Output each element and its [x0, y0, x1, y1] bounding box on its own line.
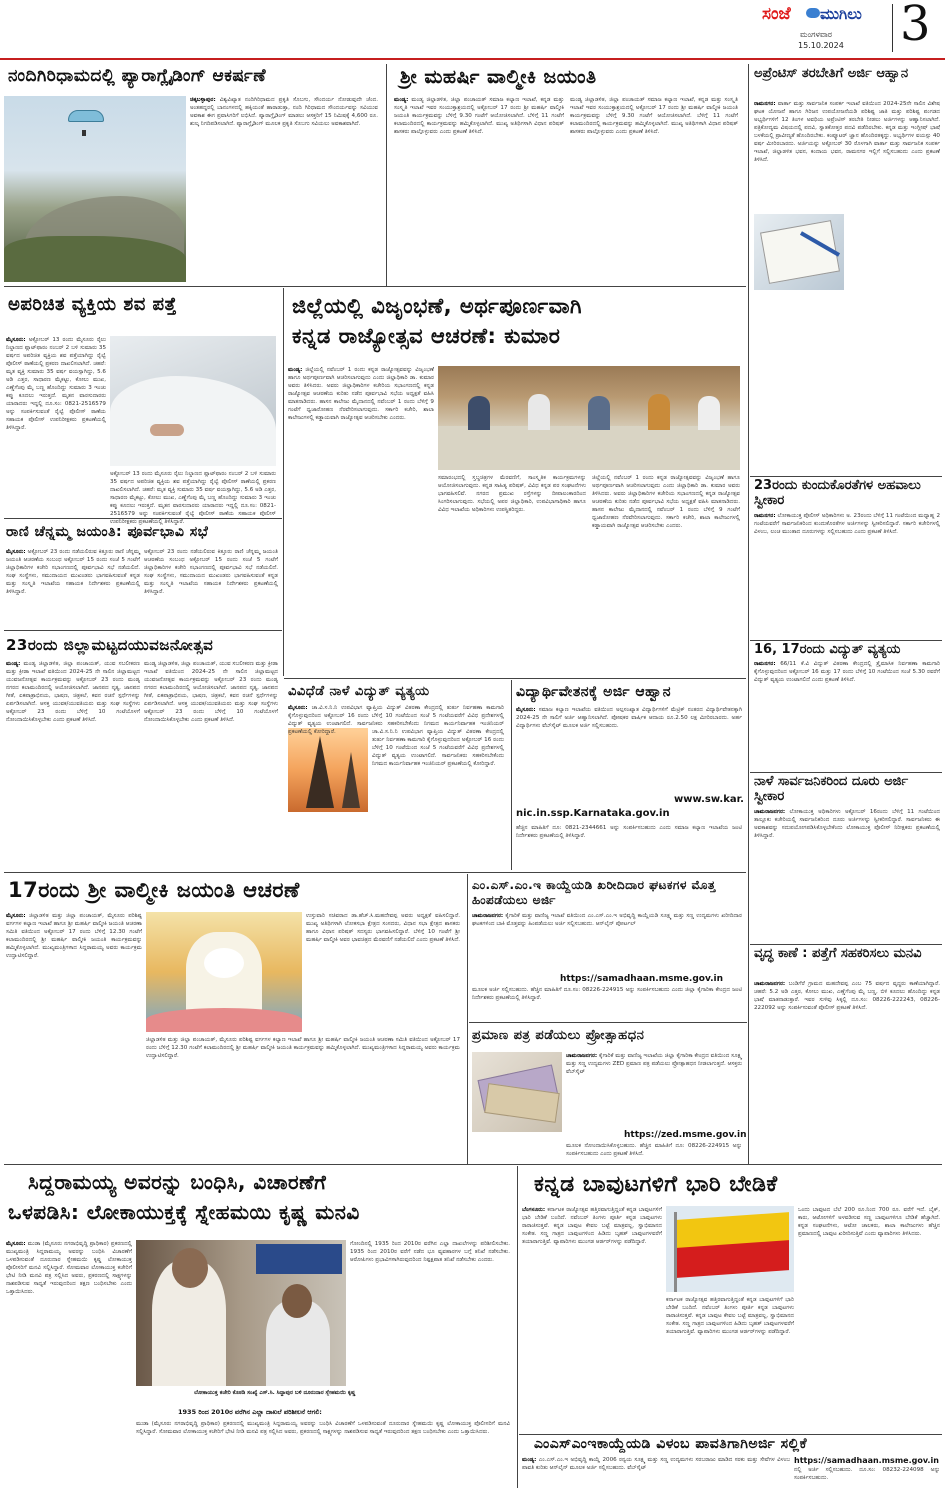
story-place: ಮಂಡ್ಯ:	[522, 1457, 537, 1463]
story-title-line1: ಸಿದ್ದರಾಮಯ್ಯ ಅವರನ್ನು ಬಂಧಿಸಿ, ವಿಚಾರಣೆಗೆ	[28, 1170, 327, 1194]
story-public-complaint	[752, 774, 942, 942]
story-title: 23ರಂದು ಜಿಲ್ಲಾಮಟ್ಟದಯುವಜನೋತ್ಸವ	[6, 636, 214, 654]
person-right-head-shape	[282, 1284, 312, 1318]
kannada-flag-photo	[666, 1206, 794, 1292]
certificate-web: https://zed.msme.gov.in	[624, 1130, 747, 1140]
meeting-photo	[438, 366, 740, 470]
story-body-col2: ಚಾ.ವಿ.ಸ.ನಿ.ನಿ ಉಪವಿಭಾಗ ವ್ಯಾಪ್ತಿಯ ವಿದ್ಯುತ್ ವಿತರಣಾ ಕೇಂದ್ರದಲ್ಲಿ ತುರ್ತು ನಿರ್ವಹಣಾ ಕಾಮಗಾರಿ ಕೈಗೊಳ್ಳುವುದರಿಂದ ಅಕ್ಟೋಬರ್ 16 ರಂದು ಬೆಳಿಗ್ಗೆ 10 ಗಂಟೆಯಿಂದ ಸಂಜೆ 5 ಗಂಟೆಯವರೆಗೆ ವಿವಿಧ ಪ್ರದೇಶಗಳಲ್ಲಿ ವಿದ್ಯುತ್ ವ್ಯತ್ಯಯ ಉಂಟಾಗಲಿದೆ. ಸಾರ್ವಜನಿಕರು ಸಹಕರಿಸಬೇಕೆಂದು ನಿಗಮದ ಕಾರ್ಯನಿರ್ವಾಹಕ ಇಂಜಿನಿಯರ್ ಪ್ರಕಟಣೆಯಲ್ಲಿ ಕೋರಿದ್ದಾರೆ.	[372, 729, 504, 767]
story-text: ಲೋಕಾಯುಕ್ತ ಅಧಿಕಾರಿಗಳು ಅಕ್ಟೋಬರ್ 16ರಂದು ಬೆಳಿಗ್ಗೆ 11 ಗಂಟೆಯಿಂದ ತಾಲ್ಲೂಕು ಕಚೇರಿಯಲ್ಲಿ ಸಾರ್ವಜನಿಕರಿಂದ ದೂರು ಅರ್ಜಿಗಳನ್ನು ಸ್ವೀಕರಿಸಲಿದ್ದಾರೆ. ಸಾರ್ವಜನಿಕರು ಈ ಅವಕಾಶವನ್ನು ಸದುಪಯೋಗಪಡಿಸಿಕೊಳ್ಳಬೇಕೆಂದು ಲೋಕಾಯುಕ್ತ ಪೊಲೀಸ್ ನಿರೀಕ್ಷಕರು ಪ್ರಕಟಣೆಯಲ್ಲಿ ತಿಳಿಸಿದ್ದಾರೆ.	[754, 809, 941, 839]
scholarship-web-2: nic.in.ssp.Karnataka.gov.in	[516, 808, 670, 819]
column-rule	[748, 64, 749, 1164]
row-rule	[4, 518, 282, 519]
sheet-shape	[110, 376, 276, 466]
story-place: ಮೈಸೂರು:	[6, 549, 26, 555]
story-title-line1: ಜಿಲ್ಲೆಯಲ್ಲಿ ವಿಜೃಂಭಣೆ, ಅರ್ಥಪೂರ್ಣವಾಗಿ	[292, 294, 582, 318]
row-rule	[4, 872, 746, 873]
story-body-2: ಹೆಚ್ಚಿನ ಮಾಹಿತಿಗೆ ದೂ: 0821-2344661 ಅನ್ನು ಸಂಪರ್ಕಿಸಬಹುದು ಎಂದು ಸಮಾಜ ಕಲ್ಯಾಣ ಇಲಾಖೆಯ ಜಂಟಿ ನಿರ್ದೇಶಕರು ಪ್ರಕಟಣೆಯಲ್ಲಿ ತಿಳಿಸಿದ್ದಾರೆ.	[516, 825, 742, 839]
story-body-col2: ಮಂಡ್ಯ ಜಿಲ್ಲಾಡಳಿತ, ಜಿಲ್ಲಾ ಪಂಚಾಯತ್ ಸಮಾಜ ಕಲ್ಯಾಣ ಇಲಾಖೆ, ಕನ್ನಡ ಮತ್ತು ಸಂಸ್ಕೃತಿ ಇಲಾಖೆ ಇವರ ಸಂಯುಕ್ತಾಶ್ರಯದಲ್ಲಿ ಅಕ್ಟೋಬರ್ 17 ರಂದು ಶ್ರೀ ಮಹರ್ಷಿ ವಾಲ್ಮೀಕಿ ಜಯಂತಿ ಕಾರ್ಯಕ್ರಮವನ್ನು ಬೆಳಿಗ್ಗೆ 9.30 ಗಂಟೆಗೆ ಆಯೋಜಿಸಲಾಗಿದೆ. ಬೆಳಿಗ್ಗೆ 11 ಗಂಟೆಗೆ ಕಲಾಮಂದಿರದಲ್ಲಿ ಕಾರ್ಯಕ್ರಮವನ್ನು ಹಮ್ಮಿಕೊಳ್ಳಲಾಗಿದೆ. ಮುಖ್ಯ ಅತಿಥಿಗಳಾಗಿ ವಿಧಾನ ಪರಿಷತ್ ಶಾಸಕರು ಪಾಲ್ಗೊಳ್ಳುವರು ಎಂದು ಪ್ರಕಟಣೆ ತಿಳಿಸಿದೆ.	[570, 97, 738, 135]
story-place: ಚಾಮರಾಜನಗರ:	[472, 913, 504, 919]
row-rule	[4, 630, 282, 631]
story-chennamma	[4, 522, 280, 628]
story-text: ಅಕ್ಟೋಬರ್ 23 ರಂದು ನಡೆಯಲಿರುವ ಕಿತ್ತೂರು ರಾಣಿ ಚೆನ್ನಮ್ಮ ಜಯಂತಿ ಆಚರಣೆಯ ಸಂಬಂಧ ಅಕ್ಟೋಬರ್ 15 ರಂದು ಸಂಜೆ 5 ಗಂಟೆಗೆ ಜಿಲ್ಲಾಧಿಕಾರಿಗಳ ಕಚೇರಿ ಸಭಾಂಗಣದಲ್ಲಿ ಪೂರ್ವಭಾವಿ ಸಭೆ ನಡೆಯಲಿದೆ. ಸಂಘ ಸಂಸ್ಥೆಗಳು, ಸಮುದಾಯದ ಮುಖಂಡರು ಭಾಗವಹಿಸುವಂತೆ ಕನ್ನಡ ಮತ್ತು ಸಂಸ್ಕೃತಿ ಇಲಾಖೆಯ ಸಹಾಯಕ ನಿರ್ದೇಶಕರು ಪ್ರಕಟಣೆಯಲ್ಲಿ ತಿಳಿಸಿದ್ದಾರೆ.	[6, 549, 140, 595]
power-line-photo	[288, 728, 368, 812]
story-text: ಮಂಡ್ಯ ಜಿಲ್ಲಾಡಳಿತ, ಜಿಲ್ಲಾ ಪಂಚಾಯತ್, ಯುವ ಸಬಲೀಕರಣ ಮತ್ತು ಕ್ರೀಡಾ ಇಲಾಖೆ ವತಿಯಿಂದ 2024-25 ನೇ ಸಾಲಿನ ಜಿಲ್ಲಾಮಟ್ಟದ ಯುವಜನೋತ್ಸವ ಕಾರ್ಯಕ್ರಮವನ್ನು ಅಕ್ಟೋಬರ್ 23 ರಂದು ಮಂಡ್ಯ ನಗರದ ಕಲಾಮಂದಿರದಲ್ಲಿ ಆಯೋಜಿಸಲಾಗಿದೆ. ಜಾನಪದ ನೃತ್ಯ, ಜಾನಪದ ಗೀತೆ, ಏಕಪಾತ್ರಾಭಿನಯ, ಭಾಷಣ, ಚಿತ್ರಕಲೆ, ಕವನ ರಚನೆ ಸ್ಪರ್ಧೆಗಳನ್ನು ಏರ್ಪಡಿಸಲಾಗಿದೆ. ಆಸಕ್ತ ಯುವಕ/ಯುವತಿಯರು ಮತ್ತು ಸಂಘ ಸಂಸ್ಥೆಗಳು ಅಕ್ಟೋಬರ್ 23 ರಂದು ಬೆಳಿಗ್ಗೆ 10 ಗಂಟೆಯೊಳಗೆ ನೋಂದಾಯಿಸಿಕೊಳ್ಳಬೇಕು ಎಂದು ಪ್ರಕಟಣೆ ತಿಳಿಸಿದೆ.	[6, 661, 140, 723]
story-body	[6, 548, 140, 624]
story-text: ಜಿಲ್ಲೆಯಲ್ಲಿ ನವೆಂಬರ್ 1 ರಂದು ಕನ್ನಡ ರಾಜ್ಯೋತ್ಸವವನ್ನು ವಿಜೃಂಭಣೆ ಹಾಗೂ ಅರ್ಥಪೂರ್ಣವಾಗಿ ಆಚರಿಸಲಾಗುವುದು ಎಂದು ಜಿಲ್ಲಾಧಿಕಾರಿ ಡಾ. ಕುಮಾರ ಅವರು ತಿಳಿಸಿದರು. ಅವರು ಜಿಲ್ಲಾಧಿಕಾರಿಗಳ ಕಚೇರಿಯ ಸಭಾಂಗಣದಲ್ಲಿ ಕನ್ನಡ ರಾಜ್ಯೋತ್ಸವ ಆಚರಣೆಯ ಕುರಿತು ನಡೆದ ಪೂರ್ವಭಾವಿ ಸಭೆಯ ಅಧ್ಯಕ್ಷತೆ ವಹಿಸಿ ಮಾತನಾಡಿದರು. ಹಾಸನ ಕಾಲೇಜು ಮೈದಾನದಲ್ಲಿ ನವೆಂಬರ್ 1 ರಂದು ಬೆಳಿಗ್ಗೆ 9 ಗಂಟೆಗೆ ಧ್ವಜಾರೋಹಣ ನೆರವೇರಿಸಲಾಗುವುದು. ಸರ್ಕಾರಿ ಕಚೇರಿ, ಶಾಲಾ ಕಾಲೇಜುಗಳಲ್ಲಿ ಕಡ್ಡಾಯವಾಗಿ ರಾಜ್ಯೋತ್ಸವ ಆಚರಿಸಬೇಕು ಎಂದರು.	[288, 367, 434, 421]
story-place: ಮೈಸೂರು:	[6, 337, 26, 343]
column-rule	[386, 64, 387, 286]
msme-web: https://samadhaan.msme.gov.in	[560, 974, 723, 984]
story-apprentice	[752, 64, 942, 474]
story-body	[394, 96, 564, 282]
story-title: ನಂದಿಗಿರಿಧಾಮದಲ್ಲಿ ಪ್ಯಾರಾಗ್ಲೈಡಿಂಗ್ ಆಕರ್ಷಣೆ	[8, 66, 267, 86]
person-shape-3	[588, 396, 610, 430]
masthead	[0, 0, 945, 62]
story-title: ಶ್ರೀ ಮಹರ್ಷಿ ವಾಲ್ಮೀಕಿ ಜಯಂತಿ	[400, 66, 597, 88]
story-body	[6, 336, 106, 512]
story-unknown-body	[4, 290, 280, 525]
story-title: ಕನ್ನಡ ಬಾವುಟಗಳಿಗೆ ಭಾರಿ ಬೇಡಿಕೆ	[534, 1172, 778, 1197]
page-number: 3	[900, 0, 931, 52]
person-shape-5	[698, 396, 720, 430]
story-title: 17ರಂದು ಶ್ರೀ ವಾಲ್ಮೀಕಿ ಜಯಂತಿ ಆಚರಣೆ	[8, 878, 300, 902]
person-left-head-shape	[172, 1248, 208, 1288]
column-rule	[511, 680, 512, 870]
row-rule	[4, 286, 746, 287]
row-rule	[750, 944, 942, 945]
story-paragliding	[4, 64, 382, 284]
story-place: ಮೈಸೂರು:	[288, 705, 308, 711]
story-body-col3: ಕರ್ನಾಟಕ ರಾಜ್ಯೋತ್ಸವ ಹತ್ತಿರವಾಗುತ್ತಿದ್ದಂತೆ ಕನ್ನಡ ಬಾವುಟಗಳಿಗೆ ಭಾರಿ ಬೇಡಿಕೆ ಬಂದಿದೆ. ನವೆಂಬರ್ ತಿಂಗಳು ಪೂರ್ತಿ ಕನ್ನಡ ಬಾವುಟಗಳು ರಾರಾಜಿಸುತ್ತವೆ. ಕನ್ನಡ ಬಾವುಟ ಕೇವಲ ಬಟ್ಟೆ ಮಾತ್ರವಲ್ಲ, ಸ್ವಾಭಿಮಾನದ ಸಂಕೇತ. ಸಣ್ಣ ಗಾತ್ರದ ಬಾವುಟಗಳಿಂದ ಹಿಡಿದು ಬೃಹತ್ ಬಾವುಟಗಳವರೆಗೆ ತಯಾರಾಗುತ್ತಿವೆ. ವ್ಯಾಪಾರಿಗಳು ಮುಂಗಡ ಆರ್ಡರ್‌ಗಳನ್ನು ಪಡೆದಿದ್ದಾರೆ.	[666, 1297, 794, 1335]
story-body-2: ಮೂಲಕ ಅರ್ಜಿ ಸಲ್ಲಿಸಬಹುದು. ಹೆಚ್ಚಿನ ಮಾಹಿತಿಗೆ ದೂ.ಸಂ: 08226-224915 ಅನ್ನು ಸಂಪರ್ಕಿಸಬಹುದು ಎಂದು ಜಿಲ್ಲಾ ಕೈಗಾರಿಕಾ ಕೇಂದ್ರದ ಜಂಟಿ ನಿರ್ದೇಶಕರು ಪ್ರಕಟಣೆಯಲ್ಲಿ ತಿಳಿಸಿದ್ದಾರೆ.	[472, 987, 742, 1001]
story-text: ಎಂ.ಎಸ್.ಎಂ.ಇ ಅಭಿವೃದ್ಧಿ ಕಾಯ್ದೆ 2006 ರನ್ವಯ ಸೂಕ್ಷ್ಮ ಮತ್ತು ಸಣ್ಣ ಉದ್ಯಮಗಳು ಸರಬರಾಜು ಮಾಡಿದ ಸರಕು ಮತ್ತು ಸೇವೆಗಳ ವಿಳಂಬ ಪಾವತಿ ಕುರಿತು ಆನ್‌ಲೈನ್ ಮೂಲಕ ಅರ್ಜಿ ಸಲ್ಲಿಸಬಹುದು. ವೆಬ್‌ಸೈಟ್	[522, 1457, 791, 1471]
column-rule	[283, 288, 284, 676]
row-rule	[750, 476, 942, 477]
person-shape-1	[468, 396, 490, 430]
story-place: ಮಂಡ್ಯ:	[394, 97, 409, 103]
story-place: ಚಿಕ್ಕಬಳ್ಳಾಪುರ:	[190, 97, 216, 103]
sage-beard-shape	[204, 948, 244, 978]
story-body-col2: ಒಂದು ಬಾವುಟದ ಬೆಲೆ 200 ರೂ.ನಿಂದ 700 ರೂ. ವರೆಗೆ ಇದೆ. ಬೈಕ್, ಕಾರು, ಆಟೋಗಳಿಗೆ ಅಳವಡಿಸುವ ಸಣ್ಣ ಬಾವುಟಗಳಿಗೂ ಬೇಡಿಕೆ ಹೆಚ್ಚಾಗಿದೆ. ಕನ್ನಡ ಸಂಘಟನೆಗಳು, ಆಟೋ ಚಾಲಕರು, ಶಾಲಾ ಕಾಲೇಜುಗಳು ಹೆಚ್ಚಿನ ಪ್ರಮಾಣದಲ್ಲಿ ಬಾವುಟ ಖರೀದಿಸುತ್ತಿವೆ ಎಂದು ವ್ಯಾಪಾರಿಗಳು ತಿಳಿಸಿದರು.	[798, 1207, 940, 1237]
story-title: ಅಪ್ರೆಂಟಿಸ್ ತರಬೇತಿಗೆ ಅರ್ಜಿ ಆಹ್ವಾನ	[754, 66, 909, 81]
story-body	[754, 808, 940, 938]
story-yuvajanotsava	[4, 634, 280, 868]
pylon-icon	[306, 736, 334, 808]
story-text: 66/11 ಕೆ.ವಿ ವಿದ್ಯುತ್ ವಿತರಣಾ ಕೇಂದ್ರದಲ್ಲಿ ತ್ರೈಮಾಸಿಕ ನಿರ್ವಹಣಾ ಕಾಮಗಾರಿ ಕೈಗೊಳ್ಳುವುದರಿಂದ ಅಕ್ಟೋಬರ್ 16 ಮತ್ತು 17 ರಂದು ಬೆಳಿಗ್ಗೆ 10 ಗಂಟೆಯಿಂದ ಸಂಜೆ 5.30 ರವರೆಗೆ ವಿದ್ಯುತ್ ವ್ಯತ್ಯಯ ಉಂಟಾಗಲಿದೆ ಎಂದು ಪ್ರಕಟಣೆ ತಿಳಿಸಿದೆ.	[754, 661, 941, 683]
story-flags	[520, 1168, 942, 1432]
story-title: ರಾಣಿ ಚೆನ್ನಮ್ಮ ಜಯಂತಿ: ಪೂರ್ವಭಾವಿ ಸಭೆ	[6, 524, 209, 540]
row-rule	[750, 772, 942, 773]
story-certificate	[470, 1026, 747, 1162]
story-place: ಮಂಡ್ಯ:	[6, 661, 21, 667]
story-rajyotsava	[286, 290, 744, 676]
story-vidyuth-1617	[752, 642, 942, 770]
story-title: 16, 17ರಂದು ವಿದ್ಯುತ್ ವ್ಯತ್ಯಯ	[754, 642, 901, 657]
story-text: ವಾರ್ತಾ ಮತ್ತು ಸಾರ್ವಜನಿಕ ಸಂಪರ್ಕ ಇಲಾಖೆ ವತಿಯಿಂದ 2024-25ನೇ ಸಾಲಿನ ವಿಶೇಷ ಘಟಕ ಯೋಜನೆ ಹಾಗೂ ಗಿರಿಜನ ಉಪಯೋಜನೆಯಡಿ ಪರಿಶಿಷ್ಟ ಜಾತಿ ಮತ್ತು ಪರಿಶಿಷ್ಟ ಪಂಗಡದ ಅಭ್ಯರ್ಥಿಗಳಿಗೆ 12 ತಿಂಗಳ ಅವಧಿಯ ಅಪ್ರೆಂಟಿಸ್ ತರಬೇತಿ ನೀಡಲು ಅರ್ಜಿಗಳನ್ನು ಆಹ್ವಾನಿಸಲಾಗಿದೆ. ಪತ್ರಿಕೋದ್ಯಮ ವಿಷಯದಲ್ಲಿ ಪದವಿ, ಸ್ನಾತಕೋತ್ತರ ಪದವಿ ಪಡೆದಿರಬೇಕು. ಕನ್ನಡ ಮತ್ತು ಇಂಗ್ಲೀಷ್ ಭಾಷೆ ಬಳಕೆಯಲ್ಲಿ ಪ್ರಾವೀಣ್ಯತೆ ಹೊಂದಿರಬೇಕು. ಕಂಪ್ಯೂಟರ್ ಜ್ಞಾನ ಹೊಂದಿರತಕ್ಕದ್ದು. ಅಭ್ಯರ್ಥಿಗಳ ವಯಸ್ಸು 40 ವರ್ಷ ಮೀರಿರಬಾರದು. ಅರ್ಜಿಯನ್ನು ಅಕ್ಟೋಬರ್ 30 ರೊಳಗಾಗಿ ವಾರ್ತಾ ಮತ್ತು ಸಾರ್ವಜನಿಕ ಸಂಪರ್ಕ ಇಲಾಖೆ, ಜಿಲ್ಲಾಡಳಿತ ಭವನ, ಕಂದಾಯ ಭವನ, ರಾಮನಗರ ಇಲ್ಲಿಗೆ ಸಲ್ಲಿಸಬಹುದು ಎಂದು ಪ್ರಕಟಣೆ ತಿಳಿಸಿದೆ.	[754, 101, 940, 163]
pylon-icon-2	[342, 752, 360, 808]
story-title: ವಿದ್ಯಾರ್ಥಿವೇತನಕ್ಕೆ ಅರ್ಜಿ ಆಹ್ವಾನ	[516, 684, 672, 700]
paraglider-pilot-icon	[82, 130, 86, 136]
story-valmiki-17	[4, 876, 464, 1162]
story-report-23	[752, 478, 942, 638]
hand-shape	[150, 424, 184, 436]
msme-delay-web: https://samadhaan.msme.gov.in	[794, 1456, 939, 1465]
money-photo	[472, 1052, 562, 1132]
story-text: ಮಂಡ್ಯ ಜಿಲ್ಲಾಡಳಿತ, ಜಿಲ್ಲಾ ಪಂಚಾಯತ್ ಸಮಾಜ ಕಲ್ಯಾಣ ಇಲಾಖೆ, ಕನ್ನಡ ಮತ್ತು ಸಂಸ್ಕೃತಿ ಇಲಾಖೆ ಇವರ ಸಂಯುಕ್ತಾಶ್ರಯದಲ್ಲಿ ಅಕ್ಟೋಬರ್ 17 ರಂದು ಶ್ರೀ ಮಹರ್ಷಿ ವಾಲ್ಮೀಕಿ ಜಯಂತಿ ಕಾರ್ಯಕ್ರಮವನ್ನು ಬೆಳಿಗ್ಗೆ 9.30 ಗಂಟೆಗೆ ಆಯೋಜಿಸಲಾಗಿದೆ. ಬೆಳಿಗ್ಗೆ 11 ಗಂಟೆಗೆ ಕಲಾಮಂದಿರದಲ್ಲಿ ಕಾರ್ಯಕ್ರಮವನ್ನು ಹಮ್ಮಿಕೊಳ್ಳಲಾಗಿದೆ. ಮುಖ್ಯ ಅತಿಥಿಗಳಾಗಿ ವಿಧಾನ ಪರಿಷತ್ ಶಾಸಕರು ಪಾಲ್ಗೊಳ್ಳುವರು ಎಂದು ಪ್ರಕಟಣೆ ತಿಳಿಸಿದೆ.	[394, 97, 565, 135]
person-shape-4	[648, 394, 670, 430]
story-place: ರಾಮನಗರ:	[754, 661, 776, 667]
story-body	[288, 366, 434, 672]
story-body	[754, 660, 940, 766]
story-text: ವಿಶ್ವವಿಖ್ಯಾತ ನಂದಿಗಿರಿಧಾಮದ ಪ್ರಕೃತಿ ಸೊಬಗು, ಸೌಂದರ್ಯ ನೋಡುವುದೇ ಚೆಂದ. ಅಂತಹದ್ದರಲ್ಲಿ ಬಾನಂಗಳದಲ್ಲಿ ಹಕ್ಕಿಯಂತೆ ಹಾರಾಡುತ್ತಾ, ನಂದಿ ಗಿರಿಧಾಮದ ಸೌಂದರ್ಯವನ್ನು ಸವಿಯುವ ಅವಕಾಶ ಈಗ ಪ್ರವಾಸಿಗರಿಗೆ ಲಭಿಸಿದೆ. ಪ್ಯಾರಾಗ್ಲೈಡಿಂಗ್ ಮಾಡಲು ಆಸಕ್ತರಿಗೆ 15 ನಿಮಿಷಕ್ಕೆ 4,600 ರೂ. ಶುಲ್ಕ ನಿಗದಿಪಡಿಸಲಾಗಿದೆ. ಪ್ಯಾರಾಗ್ಲೈಡಿಂಗ್ ಮೂಲಕ ಪ್ರಕೃತಿ ಸೊಬಗು ಸವಿಯಲು ಅವಕಾಶವಾಗಿದೆ.	[190, 97, 378, 127]
story-body-2: ನಲ್ಲಿ ಅರ್ಜಿ ಸಲ್ಲಿಸಬಹುದು. ದೂ.ಸಂ: 08232-224098 ಅನ್ನು ಸಂಪರ್ಕಿಸಬಹುದು.	[794, 1467, 940, 1481]
story-text: ಮುಡಾ (ಮೈಸೂರು ನಗರಾಭಿವೃದ್ಧಿ ಪ್ರಾಧಿಕಾರ) ಪ್ರಕರಣದಲ್ಲಿ ಮುಖ್ಯಮಂತ್ರಿ ಸಿದ್ದರಾಮಯ್ಯ ಅವರನ್ನು ಬಂಧಿಸಿ ವಿಚಾರಣೆಗೆ ಒಳಪಡಿಸುವಂತೆ ದೂರುದಾರ ಸ್ನೇಹಮಯಿ ಕೃಷ್ಣ ಲೋಕಾಯುಕ್ತ ಪೊಲೀಸರಿಗೆ ಮನವಿ ಸಲ್ಲಿಸಿದ್ದಾರೆ. ಸೋಮವಾರ ಲೋಕಾಯುಕ್ತ ಕಚೇರಿಗೆ ಭೇಟಿ ನೀಡಿ ಮನವಿ ಪತ್ರ ಸಲ್ಲಿಸಿದ ಅವರು, ಪ್ರಕರಣದಲ್ಲಿ ಸಾಕ್ಷ್ಯಗಳನ್ನು ನಾಶಪಡಿಸುವ ಸಾಧ್ಯತೆ ಇರುವುದರಿಂದ ತಕ್ಷಣ ಬಂಧಿಸಬೇಕು ಎಂದು ಒತ್ತಾಯಿಸಿದರು.	[6, 1241, 132, 1295]
masthead-logo	[762, 4, 887, 28]
trees-shape	[4, 236, 186, 282]
story-body	[6, 912, 142, 1158]
story-text: ಕರ್ನಾಟಕ ರಾಜ್ಯೋತ್ಸವ ಹತ್ತಿರವಾಗುತ್ತಿದ್ದಂತೆ ಕನ್ನಡ ಬಾವುಟಗಳಿಗೆ ಭಾರಿ ಬೇಡಿಕೆ ಬಂದಿದೆ. ನವೆಂಬರ್ ತಿಂಗಳು ಪೂರ್ತಿ ಕನ್ನಡ ಬಾವುಟಗಳು ರಾರಾಜಿಸುತ್ತವೆ. ಕನ್ನಡ ಬಾವುಟ ಕೇವಲ ಬಟ್ಟೆ ಮಾತ್ರವಲ್ಲ, ಸ್ವಾಭಿಮಾನದ ಸಂಕೇತ. ಸಣ್ಣ ಗಾತ್ರದ ಬಾವುಟಗಳಿಂದ ಹಿಡಿದು ಬೃಹತ್ ಬಾವುಟಗಳವರೆಗೆ ತಯಾರಾಗುತ್ತಿವೆ. ವ್ಯಾಪಾರಿಗಳು ಮುಂಗಡ ಆರ್ಡರ್‌ಗಳನ್ನು ಪಡೆದಿದ್ದಾರೆ.	[522, 1207, 662, 1245]
valmiki-painting	[146, 912, 302, 1032]
masthead-divider	[892, 4, 893, 52]
story-scholarship	[514, 682, 744, 870]
scholarship-web-1: www.sw.kar.	[674, 794, 744, 805]
story-text: ಕೈಗಾರಿಕೆ ಮತ್ತು ವಾಣಿಜ್ಯ ಇಲಾಖೆಯ ಜಿಲ್ಲಾ ಕೈಗಾರಿಕಾ ಕೇಂದ್ರದ ವತಿಯಿಂದ ಸೂಕ್ಷ್ಮ ಮತ್ತು ಸಣ್ಣ ಉದ್ಯಮಗಳು ZED ಪ್ರಮಾಣ ಪತ್ರ ಪಡೆಯಲು ಪ್ರೋತ್ಸಾಹಧನ ನೀಡಲಾಗುತ್ತದೆ. ಆಸಕ್ತರು ವೆಬ್‌ಸೈಟ್	[566, 1053, 743, 1075]
story-body	[472, 912, 742, 972]
column-rule	[467, 874, 468, 1164]
story-body	[6, 660, 140, 864]
lotus-shape	[146, 1008, 302, 1032]
story-title: ನಾಳೆ ಸಾರ್ವಜನಿಕರಿಂದ ದೂರು ಅರ್ಜಿ ಸ್ವೀಕಾರ	[754, 774, 909, 804]
story-subhead: 1935 ರಿಂದ 2010ರ ವರೆಗಿನ ಎಲ್ಲಾ ದಾಖಲೆ ಪರಿಶೀಲನೆ ಆಗಲಿ:	[178, 1408, 322, 1416]
story-place: ಮೈಸೂರು:	[516, 707, 536, 713]
story-body-col3: ಜಿಲ್ಲೆಯಲ್ಲಿ ನವೆಂಬರ್ 1 ರಂದು ಕನ್ನಡ ರಾಜ್ಯೋತ್ಸವವನ್ನು ವಿಜೃಂಭಣೆ ಹಾಗೂ ಅರ್ಥಪೂರ್ಣವಾಗಿ ಆಚರಿಸಲಾಗುವುದು ಎಂದು ಜಿಲ್ಲಾಧಿಕಾರಿ ಡಾ. ಕುಮಾರ ಅವರು ತಿಳಿಸಿದರು. ಅವರು ಜಿಲ್ಲಾಧಿಕಾರಿಗಳ ಕಚೇರಿಯ ಸಭಾಂಗಣದಲ್ಲಿ ಕನ್ನಡ ರಾಜ್ಯೋತ್ಸವ ಆಚರಣೆಯ ಕುರಿತು ನಡೆದ ಪೂರ್ವಭಾವಿ ಸಭೆಯ ಅಧ್ಯಕ್ಷತೆ ವಹಿಸಿ ಮಾತನಾಡಿದರು. ಹಾಸನ ಕಾಲೇಜು ಮೈದಾನದಲ್ಲಿ ನವೆಂಬರ್ 1 ರಂದು ಬೆಳಿಗ್ಗೆ 9 ಗಂಟೆಗೆ ಧ್ವಜಾರೋಹಣ ನೆರವೇರಿಸಲಾಗುವುದು. ಸರ್ಕಾರಿ ಕಚೇರಿ, ಶಾಲಾ ಕಾಲೇಜುಗಳಲ್ಲಿ ಕಡ್ಡಾಯವಾಗಿ ರಾಜ್ಯೋತ್ಸವ ಆಚರಿಸಬೇಕು ಎಂದರು.	[592, 475, 740, 529]
row-rule	[519, 1434, 942, 1435]
sheet-covered-body-photo	[110, 336, 276, 466]
story-text: ಸಮಾಜ ಕಲ್ಯಾಣ ಇಲಾಖೆಯ ವತಿಯಿಂದ ಅಲ್ಪಸಂಖ್ಯಾತ ವಿದ್ಯಾರ್ಥಿಗಳಿಗೆ ಮೆಟ್ರಿಕ್ ನಂತರದ ವಿದ್ಯಾರ್ಥಿವೇತನಕ್ಕಾಗಿ 2024-25 ನೇ ಸಾಲಿಗೆ ಅರ್ಜಿ ಆಹ್ವಾನಿಸಲಾಗಿದೆ. ಪೋಷಕರ ವಾರ್ಷಿಕ ಆದಾಯ ರೂ.2.50 ಲಕ್ಷ ಮೀರಿರಬಾರದು. ಅರ್ಹ ವಿದ್ಯಾರ್ಥಿಗಳು ವೆಬ್‌ಸೈಟ್ ಮೂಲಕ ಅರ್ಜಿ ಸಲ್ಲಿಸಬಹುದು.	[516, 707, 743, 729]
story-place: ಚಾಮರಾಜನಗರ:	[566, 1053, 598, 1059]
story-title: ವಿವಿಧೆಡೆ ನಾಳೆ ವಿದ್ಯುತ್ ವ್ಯತ್ಯಯ	[288, 684, 430, 699]
story-place: ಮಂಡ್ಯ:	[288, 367, 303, 373]
story-valmiki-top	[390, 64, 742, 284]
story-msme-delay	[520, 1436, 942, 1490]
paragliding-photo	[4, 96, 186, 282]
row-rule	[284, 678, 746, 679]
logo-word-mugilu: ಮುಗಿಲು	[820, 5, 862, 23]
story-place: ಬೆಂಗಳೂರು:	[522, 1207, 546, 1213]
story-place: ಚಾಮರಾಜನಗರ:	[754, 981, 786, 987]
story-body-col2: ಗೋಂದಿನಲ್ಲಿ 1935 ರಿಂದ 2010ರ ವರೆಗಿನ ಎಲ್ಲಾ ದಾಖಲೆಗಳನ್ನು ಪರಿಶೀಲಿಸಬೇಕು. 1935 ರಿಂದ 2010ರ ವರೆಗೆ ನಡೆದ ಭೂ ವ್ಯವಹಾರಗಳ ಬಗ್ಗೆ ತನಿಖೆ ನಡೆಸಬೇಕು. ಆರೋಪಿಗಳು ಪ್ರಭಾವಿಗಳಾಗಿರುವುದರಿಂದ ನಿಷ್ಪಕ್ಷಪಾತ ತನಿಖೆ ನಡೆಸಬೇಕು ಎಂದರು.	[350, 1241, 510, 1263]
masthead-rule	[0, 58, 945, 60]
story-title: ಎಂ.ಎಸ್.ಎಂ.ಇ ಕಾಯ್ದೆಯಡಿ ಖರೀದಿದಾರ ಘಟಕಗಳ ಮೊತ್ತ ಹಿಂಪಡೆಯಲು ಅರ್ಜಿ	[472, 878, 716, 907]
story-title: ಎಂಎಸ್‌ಎಂಇಕಾಯ್ದೆಯಡಿ ವಿಳಂಬ ಪಾವತಿಗಾಗಿಅರ್ಜಿ ಸಲ್ಲಿಕೆ	[534, 1436, 808, 1452]
story-body-col3: ಮುಡಾ (ಮೈಸೂರು ನಗರಾಭಿವೃದ್ಧಿ ಪ್ರಾಧಿಕಾರ) ಪ್ರಕರಣದಲ್ಲಿ ಮುಖ್ಯಮಂತ್ರಿ ಸಿದ್ದರಾಮಯ್ಯ ಅವರನ್ನು ಬಂಧಿಸಿ ವಿಚಾರಣೆಗೆ ಒಳಪಡಿಸುವಂತೆ ದೂರುದಾರ ಸ್ನೇಹಮಯಿ ಕೃಷ್ಣ ಲೋಕಾಯುಕ್ತ ಪೊಲೀಸರಿಗೆ ಮನವಿ ಸಲ್ಲಿಸಿದ್ದಾರೆ. ಸೋಮವಾರ ಲೋಕಾಯುಕ್ತ ಕಚೇರಿಗೆ ಭೇಟಿ ನೀಡಿ ಮನವಿ ಪತ್ರ ಸಲ್ಲಿಸಿದ ಅವರು, ಪ್ರಕರಣದಲ್ಲಿ ಸಾಕ್ಷ್ಯಗಳನ್ನು ನಾಶಪಡಿಸುವ ಸಾಧ್ಯತೆ ಇರುವುದರಿಂದ ತಕ್ಷಣ ಬಂಧಿಸಬೇಕು ಎಂದು ಒತ್ತಾಯಿಸಿದರು.	[136, 1421, 510, 1435]
story-text: ಅಕ್ಟೋಬರ್ 13 ರಂದು ಮೈಸೂರು ರೈಲು ನಿಲ್ದಾಣದ ಪ್ಲಾಟ್‌ಫಾರಂ ನಂಬರ್ 2 ಬಳಿ ಸುಮಾರು 35 ವರ್ಷದ ಅಪರಿಚಿತ ವ್ಯಕ್ತಿಯ ಶವ ಪತ್ತೆಯಾಗಿದ್ದು ರೈಲ್ವೆ ಪೊಲೀಸ್ ಠಾಣೆಯಲ್ಲಿ ಪ್ರಕರಣ ದಾಖಲಿಸಲಾಗಿದೆ. ಚಹರೆ: ಮೃತ ವ್ಯಕ್ತಿ ಸುಮಾರು 35 ವರ್ಷ ವಯಸ್ಸಾಗಿದ್ದು, 5.6 ಅಡಿ ಎತ್ತರ, ಸಾಧಾರಣ ಮೈಕಟ್ಟು, ಕೋಲು ಮುಖ, ಎಣ್ಣೆಗೆಂಪು ಮೈ ಬಣ್ಣ ಹೊಂದಿದ್ದು ಸುಮಾರು 3 ಇಂಚು ಕಪ್ಪು ಕೂದಲು ಇರುತ್ತದೆ. ಮೃತನ ವಾರಸುದಾರರು ಯಾರಾದರು ಇದ್ದಲ್ಲಿ ದೂ.ಸಂ: 0821-2516579 ಅನ್ನು ಸಂಪರ್ಕಿಸುವಂತೆ ರೈಲ್ವೆ ಪೊಲೀಸ್ ಠಾಣೆಯ ಸಹಾಯಕ ಪೊಲೀಸ್ ಉಪನಿರೀಕ್ಷಕರು ಪ್ರಕಟಣೆಯಲ್ಲಿ ತಿಳಿಸಿದ್ದಾರೆ.	[6, 337, 107, 431]
story-body-col2: ಮಂಡ್ಯ ಜಿಲ್ಲಾಡಳಿತ, ಜಿಲ್ಲಾ ಪಂಚಾಯತ್, ಯುವ ಸಬಲೀಕರಣ ಮತ್ತು ಕ್ರೀಡಾ ಇಲಾಖೆ ವತಿಯಿಂದ 2024-25 ನೇ ಸಾಲಿನ ಜಿಲ್ಲಾಮಟ್ಟದ ಯುವಜನೋತ್ಸವ ಕಾರ್ಯಕ್ರಮವನ್ನು ಅಕ್ಟೋಬರ್ 23 ರಂದು ಮಂಡ್ಯ ನಗರದ ಕಲಾಮಂದಿರದಲ್ಲಿ ಆಯೋಜಿಸಲಾಗಿದೆ. ಜಾನಪದ ನೃತ್ಯ, ಜಾನಪದ ಗೀತೆ, ಏಕಪಾತ್ರಾಭಿನಯ, ಭಾಷಣ, ಚಿತ್ರಕಲೆ, ಕವನ ರಚನೆ ಸ್ಪರ್ಧೆಗಳನ್ನು ಏರ್ಪಡಿಸಲಾಗಿದೆ. ಆಸಕ್ತ ಯುವಕ/ಯುವತಿಯರು ಮತ್ತು ಸಂಘ ಸಂಸ್ಥೆಗಳು ಅಕ್ಟೋಬರ್ 23 ರಂದು ಬೆಳಿಗ್ಗೆ 10 ಗಂಟೆಯೊಳಗೆ ನೋಂದಾಯಿಸಿಕೊಳ್ಳಬೇಕು ಎಂದು ಪ್ರಕಟಣೆ ತಿಳಿಸಿದೆ.	[144, 661, 278, 723]
story-body	[288, 704, 505, 735]
row-rule	[750, 640, 942, 641]
paraglider-icon	[68, 110, 104, 122]
story-place: ಚಾಮರಾಜನಗರ:	[754, 809, 786, 815]
story-body	[190, 96, 378, 282]
story-body-col2: ಅಕ್ಟೋಬರ್ 13 ರಂದು ಮೈಸೂರು ರೈಲು ನಿಲ್ದಾಣದ ಪ್ಲಾಟ್‌ಫಾರಂ ನಂಬರ್ 2 ಬಳಿ ಸುಮಾರು 35 ವರ್ಷದ ಅಪರಿಚಿತ ವ್ಯಕ್ತಿಯ ಶವ ಪತ್ತೆಯಾಗಿದ್ದು ರೈಲ್ವೆ ಪೊಲೀಸ್ ಠಾಣೆಯಲ್ಲಿ ಪ್ರಕರಣ ದಾಖಲಿಸಲಾಗಿದೆ. ಚಹರೆ: ಮೃತ ವ್ಯಕ್ತಿ ಸುಮಾರು 35 ವರ್ಷ ವಯಸ್ಸಾಗಿದ್ದು, 5.6 ಅಡಿ ಎತ್ತರ, ಸಾಧಾರಣ ಮೈಕಟ್ಟು, ಕೋಲು ಮುಖ, ಎಣ್ಣೆಗೆಂಪು ಮೈ ಬಣ್ಣ ಹೊಂದಿದ್ದು ಸುಮಾರು 3 ಇಂಚು ಕಪ್ಪು ಕೂದಲು ಇರುತ್ತದೆ. ಮೃತನ ವಾರಸುದಾರರು ಯಾರಾದರು ಇದ್ದಲ್ಲಿ ದೂ.ಸಂ: 0821-2516579 ಅನ್ನು ಸಂಪರ್ಕಿಸುವಂತೆ ರೈಲ್ವೆ ಪೊಲೀಸ್ ಠಾಣೆಯ ಸಹಾಯಕ ಪೊಲೀಸ್ ಉಪನಿರೀಕ್ಷಕರು ಪ್ರಕಟಣೆಯಲ್ಲಿ ತಿಳಿಸಿದ್ದಾರೆ.	[110, 471, 276, 525]
row-rule	[4, 1164, 942, 1165]
story-title: 23ರಂದು ಕುಂದುಕೊರತೆಗಳ ಅಹವಾಲು ಸ್ವೀಕಾರ	[754, 478, 921, 508]
masthead-day: ಮಂಗಳವಾರ	[800, 30, 833, 39]
story-siddaramaiah	[4, 1168, 514, 1488]
meeting-table-shape	[438, 426, 740, 470]
person-shape-2	[528, 394, 550, 430]
story-body	[522, 1206, 662, 1428]
row-rule	[469, 1022, 747, 1023]
story-body	[6, 1240, 132, 1484]
story-body-col2: ಸಮಾರಂಭದಲ್ಲಿ ಸ್ತಬ್ಧಚಿತ್ರಗಳ ಮೆರವಣಿಗೆ, ಸಾಂಸ್ಕೃತಿಕ ಕಾರ್ಯಕ್ರಮಗಳನ್ನು ಆಯೋಜಿಸಲಾಗುವುದು. ಕನ್ನಡ ಸಾಹಿತ್ಯ ಪರಿಷತ್, ವಿವಿಧ ಕನ್ನಡ ಪರ ಸಂಘಟನೆಗಳು ಭಾಗವಹಿಸಲಿವೆ. ನಗರದ ಪ್ರಮುಖ ರಸ್ತೆಗಳನ್ನು ದೀಪಾಲಂಕಾರದಿಂದ ಸಿಂಗರಿಸಲಾಗುವುದು. ಸಭೆಯಲ್ಲಿ ಅಪರ ಜಿಲ್ಲಾಧಿಕಾರಿ, ಉಪವಿಭಾಗಾಧಿಕಾರಿ ಹಾಗೂ ವಿವಿಧ ಇಲಾಖೆಯ ಅಧಿಕಾರಿಗಳು ಉಪಸ್ಥಿತರಿದ್ದರು.	[438, 475, 586, 513]
story-text: ಚಾ.ವಿ.ಸ.ನಿ.ನಿ ಉಪವಿಭಾಗ ವ್ಯಾಪ್ತಿಯ ವಿದ್ಯುತ್ ವಿತರಣಾ ಕೇಂದ್ರದಲ್ಲಿ ತುರ್ತು ನಿರ್ವಹಣಾ ಕಾಮಗಾರಿ ಕೈಗೊಳ್ಳುವುದರಿಂದ ಅಕ್ಟೋಬರ್ 16 ರಂದು ಬೆಳಿಗ್ಗೆ 10 ಗಂಟೆಯಿಂದ ಸಂಜೆ 5 ಗಂಟೆಯವರೆಗೆ ವಿವಿಧ ಪ್ರದೇಶಗಳಲ್ಲಿ ವಿದ್ಯುತ್ ವ್ಯತ್ಯಯ ಉಂಟಾಗಲಿದೆ. ಸಾರ್ವಜನಿಕರು ಸಹಕರಿಸಬೇಕೆಂದು ನಿಗಮದ ಕಾರ್ಯನಿರ್ವಾಹಕ ಇಂಜಿನಿಯರ್ ಪ್ರಕಟಣೆಯಲ್ಲಿ ಕೋರಿದ್ದಾರೆ.	[288, 705, 505, 735]
lokayukta-sign	[256, 1244, 342, 1274]
story-elderly	[752, 946, 942, 1160]
story-title: ಪ್ರಮಾಣ ಪತ್ರ ಪಡೆಯಲು ಪ್ರೋತ್ಸಾಹಧನ	[472, 1028, 645, 1043]
story-body	[522, 1456, 790, 1488]
story-msme	[470, 876, 744, 1020]
story-power-cut	[286, 682, 508, 870]
story-body	[516, 706, 742, 792]
logo-cloud-icon	[806, 8, 820, 18]
photo-caption: ಲೋಕಾಯುಕ್ತ ಕಚೇರಿ ಕೊಠಡಿ ಸಂಖ್ಯೆ ಎಸ್.ಸಿ. ಸಿದ್ದಾಪುರ ಬಳಿ ದೂರುದಾರ ಸ್ನೇಹಮಯಿ ಕೃಷ್ಣ	[194, 1390, 356, 1396]
story-body	[566, 1052, 742, 1130]
story-body-col2: ಅಕ್ಟೋಬರ್ 23 ರಂದು ನಡೆಯಲಿರುವ ಕಿತ್ತೂರು ರಾಣಿ ಚೆನ್ನಮ್ಮ ಜಯಂತಿ ಆಚರಣೆಯ ಸಂಬಂಧ ಅಕ್ಟೋಬರ್ 15 ರಂದು ಸಂಜೆ 5 ಗಂಟೆಗೆ ಜಿಲ್ಲಾಧಿಕಾರಿಗಳ ಕಚೇರಿ ಸಭಾಂಗಣದಲ್ಲಿ ಪೂರ್ವಭಾವಿ ಸಭೆ ನಡೆಯಲಿದೆ. ಸಂಘ ಸಂಸ್ಥೆಗಳು, ಸಮುದಾಯದ ಮುಖಂಡರು ಭಾಗವಹಿಸುವಂತೆ ಕನ್ನಡ ಮತ್ತು ಸಂಸ್ಕೃತಿ ಇಲಾಖೆಯ ಸಹಾಯಕ ನಿರ್ದೇಶಕರು ಪ್ರಕಟಣೆಯಲ್ಲಿ ತಿಳಿಸಿದ್ದಾರೆ.	[144, 549, 278, 595]
story-title: ಅಪರಿಚಿತ ವ್ಯಕ್ತಿಯ ಶವ ಪತ್ತೆ	[8, 294, 177, 315]
story-body-2: ಮೂಲಕ ನೋಂದಾಯಿಸಿಕೊಳ್ಳಬಹುದು. ಹೆಚ್ಚಿನ ಮಾಹಿತಿಗೆ ದೂ: 08226-224915 ಅನ್ನು ಸಂಪರ್ಕಿಸಬಹುದು ಎಂದು ಪ್ರಕಟಣೆ ತಿಳಿಸಿದೆ.	[566, 1143, 742, 1157]
story-text: ಲೋಕಾಯುಕ್ತ ಪೊಲೀಸ್ ಅಧಿಕಾರಿಗಳು ಅ. 23ರಂದು ಬೆಳಿಗ್ಗೆ 11 ಗಂಟೆಯಿಂದ ಮಧ್ಯಾಹ್ನ 2 ಗಂಟೆಯವರೆಗೆ ಸಾರ್ವಜನಿಕರಿಂದ ಕುಂದುಕೊರತೆಗಳ ಅರ್ಜಿಗಳನ್ನು ಸ್ವೀಕರಿಸಲಿದ್ದಾರೆ. ಸರ್ಕಾರಿ ಕಚೇರಿಗಳಲ್ಲಿ ವಿಳಂಬ, ಲಂಚ ಮುಂತಾದ ದೂರುಗಳನ್ನು ಸಲ್ಲಿಸಬಹುದು ಎಂದು ಪ್ರಕಟಣೆ ತಿಳಿಸಿದೆ.	[754, 513, 941, 535]
story-body	[754, 980, 940, 1156]
story-place: ಮೈಸೂರು:	[6, 913, 26, 919]
story-title-line2: ಒಳಪಡಿಸಿ: ಲೋಕಾಯುಕ್ತಕ್ಕೆ ಸ್ನೇಹಮಯಿ ಕೃಷ್ಣ ಮನವಿ	[8, 1200, 360, 1224]
story-place: ಮೈಸೂರು:	[6, 1241, 26, 1247]
column-rule	[517, 1166, 518, 1488]
story-body-col2: ಉಸ್ತುವಾರಿ ಸಚಿವರಾದ ಡಾ.ಹೆಚ್.ಸಿ.ಮಹದೇವಪ್ಪ ಅವರು ಅಧ್ಯಕ್ಷತೆ ವಹಿಸಲಿದ್ದಾರೆ. ಮುಖ್ಯ ಅತಿಥಿಗಳಾಗಿ ಲೋಕಸಭಾ ಕ್ಷೇತ್ರದ ಸಂಸದರು, ವಿಧಾನ ಸಭಾ ಕ್ಷೇತ್ರದ ಶಾಸಕರು ಹಾಗೂ ವಿಧಾನ ಪರಿಷತ್ ಸದಸ್ಯರು ಭಾಗವಹಿಸಲಿದ್ದಾರೆ. ಬೆಳಿಗ್ಗೆ 10 ಗಂಟೆಗೆ ಶ್ರೀ ಮಹರ್ಷಿ ವಾಲ್ಮೀಕಿ ಅವರ ಭಾವಚಿತ್ರದ ಮೆರವಣಿಗೆ ನಡೆಯಲಿದೆ ಎಂದು ಪ್ರಕಟಣೆ ತಿಳಿಸಿದೆ.	[306, 913, 460, 943]
siddaramaiah-photo	[136, 1240, 346, 1386]
story-body	[754, 100, 940, 470]
masthead-date: 15.10.2024	[798, 41, 844, 50]
story-text: ಬಂಡಿಗೆರೆ ಗ್ರಾಮದ ಮಹದೇವಪ್ಪ ಎಂಬ 75 ವರ್ಷದ ವೃದ್ಧರು ಕಾಣೆಯಾಗಿದ್ದಾರೆ. ಚಹರೆ: 5.2 ಅಡಿ ಎತ್ತರ, ಕೋಲು ಮುಖ, ಎಣ್ಣೆಗೆಂಪು ಮೈ ಬಣ್ಣ, ಬಿಳಿ ಕೂದಲು ಹೊಂದಿದ್ದು ಕನ್ನಡ ಭಾಷೆ ಮಾತನಾಡುತ್ತಾರೆ. ಇವರ ಸುಳಿವು ಸಿಕ್ಕಲ್ಲಿ ದೂ.ಸಂ: 08226-222243, 08226-222092 ಅನ್ನು ಸಂಪರ್ಕಿಸುವಂತೆ ಪೊಲೀಸ್ ಪ್ರಕಟಣೆ ತಿಳಿಸಿದೆ.	[754, 981, 940, 1011]
story-title: ವೃದ್ಧ ಕಾಣೆ : ಪತ್ತೆಗೆ ಸಹಕರಿಸಲು ಮನವಿ	[754, 946, 922, 961]
logo-word-sanje: ಸಂಜೆ	[762, 4, 791, 24]
story-text: ಜಿಲ್ಲಾಡಳಿತ ಮತ್ತು ಜಿಲ್ಲಾ ಪಂಚಾಯತ್, ಮೈಸೂರು ಪರಿಶಿಷ್ಟ ವರ್ಗಗಳ ಕಲ್ಯಾಣ ಇಲಾಖೆ ಹಾಗೂ ಶ್ರೀ ಮಹರ್ಷಿ ವಾಲ್ಮೀಕಿ ಜಯಂತಿ ಆಚರಣಾ ಸಮಿತಿ ವತಿಯಿಂದ ಅಕ್ಟೋಬರ್ 17 ರಂದು ಬೆಳಿಗ್ಗೆ 12.30 ಗಂಟೆಗೆ ಕಲಾಮಂದಿರದಲ್ಲಿ ಶ್ರೀ ಮಹರ್ಷಿ ವಾಲ್ಮೀಕಿ ಜಯಂತಿ ಕಾರ್ಯಕ್ರಮವನ್ನು ಹಮ್ಮಿಕೊಳ್ಳಲಾಗಿದೆ. ಮುಖ್ಯಮಂತ್ರಿಗಳಾದ ಸಿದ್ದರಾಮಯ್ಯ ಅವರು ಕಾರ್ಯಕ್ರಮ ಉದ್ಘಾಟಿಸಲಿದ್ದಾರೆ.	[6, 913, 143, 959]
flag-red-band	[677, 1240, 789, 1278]
story-title-line2: ಕನ್ನಡ ರಾಜ್ಯೋತ್ಸವ ಆಚರಣೆ: ಕುಮಾರ	[292, 324, 561, 348]
story-place: ರಾಮನಗರ:	[754, 101, 776, 107]
story-body	[754, 512, 940, 634]
story-place: ರಾಮನಗರ:	[754, 513, 776, 519]
story-text: ಕೈಗಾರಿಕೆ ಮತ್ತು ವಾಣಿಜ್ಯ ಇಲಾಖೆ ವತಿಯಿಂದ ಎಂ.ಎಸ್.ಎಂ.ಇ ಅಭಿವೃದ್ಧಿ ಕಾಯ್ದೆಯಡಿ ಸೂಕ್ಷ್ಮ ಮತ್ತು ಸಣ್ಣ ಉದ್ಯಮಗಳು ಖರೀದಿದಾರ ಘಟಕಗಳಿಂದ ಬಾಕಿ ಮೊತ್ತವನ್ನು ಹಿಂಪಡೆಯಲು ಅರ್ಜಿ ಸಲ್ಲಿಸಬಹುದು. ಆನ್‌ಲೈನ್ ಪೋರ್ಟಲ್	[472, 913, 742, 927]
story-body-col3: ಜಿಲ್ಲಾಡಳಿತ ಮತ್ತು ಜಿಲ್ಲಾ ಪಂಚಾಯತ್, ಮೈಸೂರು ಪರಿಶಿಷ್ಟ ವರ್ಗಗಳ ಕಲ್ಯಾಣ ಇಲಾಖೆ ಹಾಗೂ ಶ್ರೀ ಮಹರ್ಷಿ ವಾಲ್ಮೀಕಿ ಜಯಂತಿ ಆಚರಣಾ ಸಮಿತಿ ವತಿಯಿಂದ ಅಕ್ಟೋಬರ್ 17 ರಂದು ಬೆಳಿಗ್ಗೆ 12.30 ಗಂಟೆಗೆ ಕಲಾಮಂದಿರದಲ್ಲಿ ಶ್ರೀ ಮಹರ್ಷಿ ವಾಲ್ಮೀಕಿ ಜಯಂತಿ ಕಾರ್ಯಕ್ರಮವನ್ನು ಹಮ್ಮಿಕೊಳ್ಳಲಾಗಿದೆ. ಮುಖ್ಯಮಂತ್ರಿಗಳಾದ ಸಿದ್ದರಾಮಯ್ಯ ಅವರು ಕಾರ್ಯಕ್ರಮ ಉದ್ಘಾಟಿಸಲಿದ್ದಾರೆ.	[146, 1037, 460, 1059]
